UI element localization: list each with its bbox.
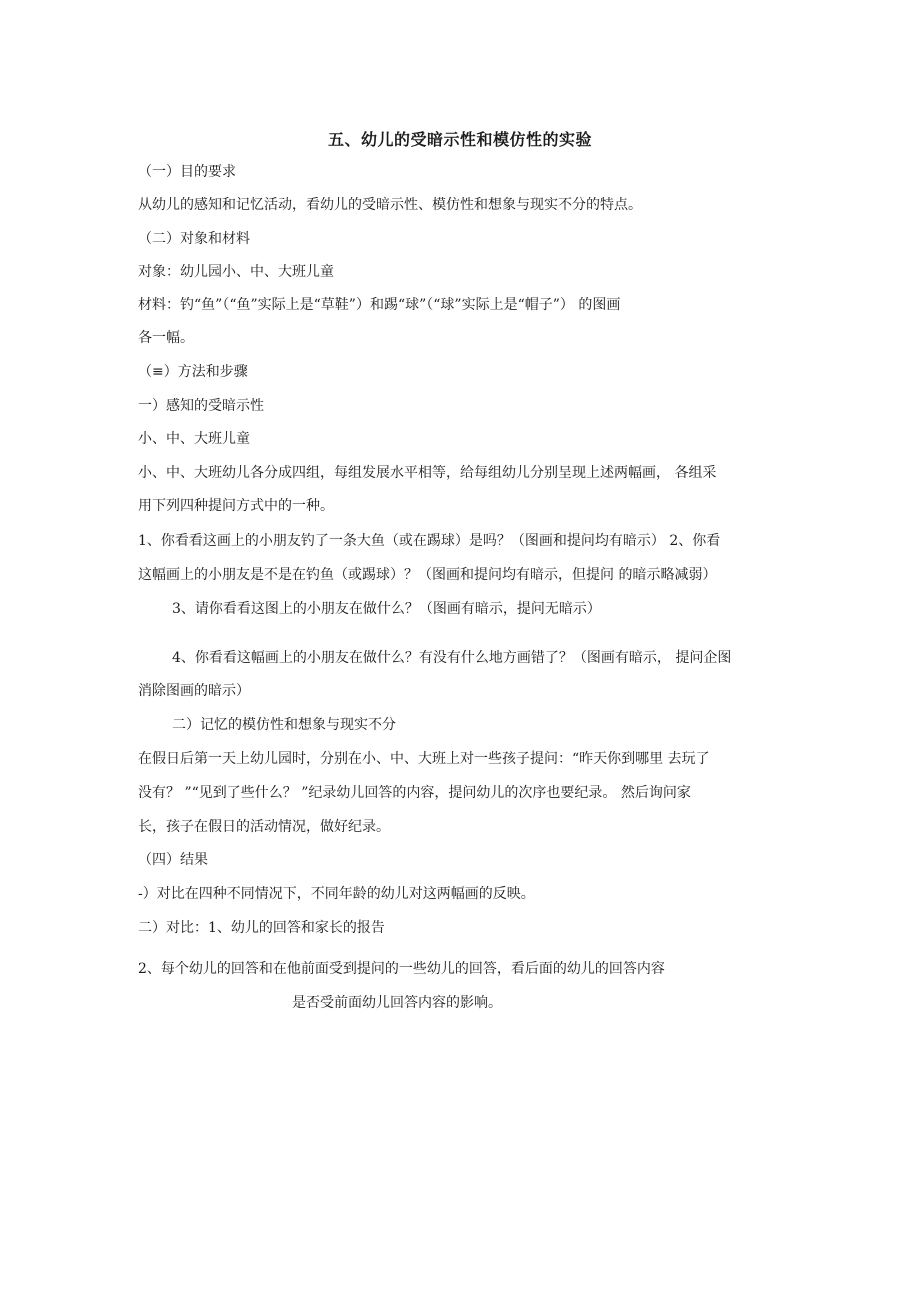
subsection-heading: 一）感知的受暗示性 bbox=[138, 398, 264, 414]
section-heading-4: （四）结果 bbox=[138, 852, 208, 868]
paragraph-line: 从幼儿的感知和记忆活动，看幼儿的受暗示性、模仿性和想象与现实不分的特点。 bbox=[138, 197, 642, 213]
section-heading-2: （二）对象和材料 bbox=[138, 231, 250, 247]
paragraph-line: 对象：幼儿园小、中、大班儿童 bbox=[138, 264, 334, 280]
paragraph-line: 小、中、大班幼儿各分成四组，每组发展水平相等，给每组幼儿分别呈现上述两幅画， 各组采 bbox=[138, 465, 717, 481]
paragraph-line: 3、请你看看这图上的小朋友在做什么？（图画有暗示，提问无暗示） bbox=[172, 601, 601, 617]
page-title: 五、幼儿的受暗示性和模仿性的实验 bbox=[327, 130, 592, 149]
paragraph-line: 二）对比：1、幼儿的回答和家长的报告 bbox=[138, 920, 385, 936]
section-heading-3: （≡）方法和步骤 bbox=[138, 364, 248, 380]
section-heading-1: （一）目的要求 bbox=[138, 164, 236, 180]
paragraph-line: 在假日后第一天上幼儿园时，分别在小、中、大班上对一些孩子提问：“昨天你到哪里 去玩了 bbox=[138, 751, 710, 767]
paragraph-line: 消除图画的暗示） bbox=[138, 683, 250, 699]
paragraph-line: 4、你看看这幅画上的小朋友在做什么？有没有什么地方画错了？（图画有暗示， 提问企图 bbox=[172, 650, 732, 666]
paragraph-line: 用下列四种提问方式中的一种。 bbox=[138, 498, 334, 514]
paragraph-line: 2、每个幼儿的回答和在他前面受到提问的一些幼儿的回答，看后面的幼儿的回答内容 bbox=[138, 961, 665, 977]
paragraph-line: 材料：钓“鱼”（“鱼”实际上是“草鞋”）和踢“球”（“球”实际上是“帽子”） 的图画 bbox=[138, 297, 621, 313]
paragraph-line: 小、中、大班儿童 bbox=[138, 431, 250, 447]
paragraph-line: 没有？ ”“见到了些什么？ ”纪录幼儿回答的内容，提问幼儿的次序也要纪录。 然后询问家 bbox=[138, 785, 691, 801]
paragraph-line: -）对比在四种不同情况下，不同年龄的幼儿对这两幅画的反映。 bbox=[138, 886, 535, 902]
paragraph-line: 长，孩子在假日的活动情况，做好纪录。 bbox=[138, 819, 390, 835]
subsection-heading: 二）记忆的模仿性和想象与现实不分 bbox=[172, 717, 396, 733]
paragraph-line: 是否受前面幼儿回答内容的影响。 bbox=[292, 995, 502, 1011]
paragraph-line: 1、你看看这画上的小朋友钓了一条大鱼（或在踢球）是吗？（图画和提问均有暗示） 2、你看 bbox=[138, 533, 721, 549]
paragraph-line: 各一幅。 bbox=[138, 330, 194, 346]
paragraph-line: 这幅画上的小朋友是不是在钓鱼（或踢球）？（图画和提问均有暗示，但提问 的暗示略减弱） bbox=[138, 567, 717, 583]
